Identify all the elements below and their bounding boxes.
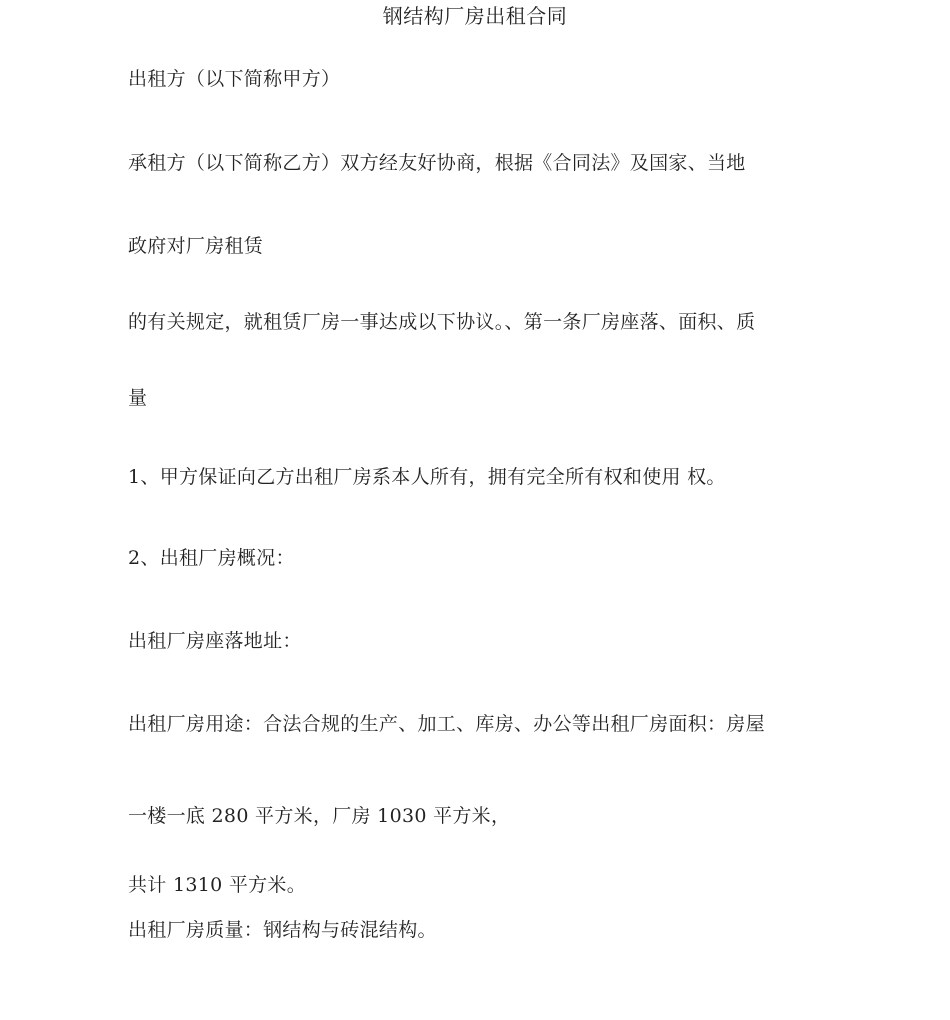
paragraph-lessee: 承租方（以下简称乙方）双方经友好协商，根据《合同法》及国家、当地 [128, 152, 746, 174]
paragraph-lessor: 出租方（以下简称甲方） [128, 68, 341, 90]
paragraph-quality-word: 量 [128, 387, 148, 409]
clause-1-ownership: 1、甲方保证向乙方出租厂房系本人所有，拥有完全所有权和使用 权。 [128, 466, 726, 488]
area-detail-line: 一楼一底 280 平方米，厂房 1030 平方米， [128, 805, 511, 827]
paragraph-government: 政府对厂房租赁 [128, 235, 264, 257]
document-title: 钢结构厂房出租合同 [382, 4, 568, 28]
usage-area-line: 出租厂房用途：合法合规的生产、加工、库房、办公等出租厂房面积：房屋 [128, 713, 765, 735]
address-line: 出租厂房座落地址： [128, 630, 302, 652]
paragraph-regulations: 的有关规定，就租赁厂房一事达成以下协议。、第一条厂房座落、面积、质 [128, 311, 756, 333]
clause-2-overview: 2、出租厂房概况： [128, 547, 295, 569]
area-total-line: 共计 1310 平方米。 [128, 874, 307, 896]
quality-line: 出租厂房质量：钢结构与砖混结构。 [128, 919, 437, 941]
